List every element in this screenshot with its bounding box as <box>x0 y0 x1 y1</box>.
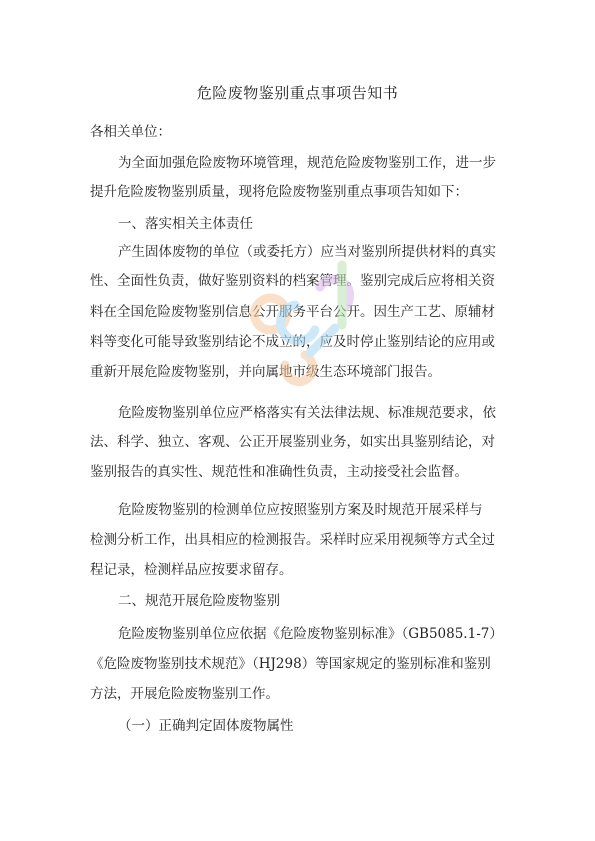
paragraph-line: 产生固体废物的单位（或委托方）应当对鉴别所提供材料的真实 <box>118 244 496 260</box>
paragraph-line: 危险废物鉴别的检测单位应按照鉴别方案及时规范开展采样与 <box>118 502 483 518</box>
paragraph-line: 性、全面性负责，做好鉴别资料的档案管理。鉴别完成后应将相关资 <box>90 273 495 289</box>
paragraph-line: 提升危险废物鉴别质量，现将危险废物鉴别重点事项告知如下： <box>90 184 468 200</box>
document-title: 危险废物鉴别重点事项告知书 <box>196 84 399 102</box>
paragraph-line: 法、科学、独立、客观、公正开展鉴别业务，如实出具鉴别结论，对 <box>90 434 495 450</box>
subsection-heading-1: （一）正确判定固体废物属性 <box>118 718 294 734</box>
paragraph-line: 危险废物鉴别单位应严格落实有关法律法规、标准规范要求，依 <box>118 405 496 421</box>
paragraph-line: 料在全国危险废物鉴别信息公开服务平台公开。因生产工艺、原辅材 <box>90 304 495 320</box>
paragraph-line: 重新开展危险废物鉴别，并向属地市级生态环境部门报告。 <box>90 364 441 380</box>
paragraph-line: 方法，开展危险废物鉴别工作。 <box>90 686 279 702</box>
paragraph-line: 程记录，检测样品应按要求留存。 <box>90 562 293 578</box>
paragraph-line: 检测分析工作，出具相应的检测报告。采样时应采用视频等方式全过 <box>90 532 495 548</box>
paragraph-line: 料等变化可能导致鉴别结论不成立的，应及时停止鉴别结论的应用或 <box>90 334 495 350</box>
paragraph-line: 鉴别报告的真实性、规范性和准确性负责，主动接受社会监督。 <box>90 464 468 480</box>
section-heading-1: 一、落实相关主体责任 <box>118 216 253 232</box>
paragraph-line: 为全面加强危险废物环境管理，规范危险废物鉴别工作，进一步 <box>118 155 496 171</box>
section-heading-2: 二、规范开展危险废物鉴别 <box>118 593 280 609</box>
salutation: 各相关单位： <box>90 124 171 140</box>
paragraph-line: 《危险废物鉴别技术规范》（HJ298）等国家规定的鉴别标准和鉴别 <box>90 656 491 672</box>
paragraph-line: 危险废物鉴别单位应依据《危险废物鉴别标准》（GB5085.1-7） <box>118 626 503 642</box>
